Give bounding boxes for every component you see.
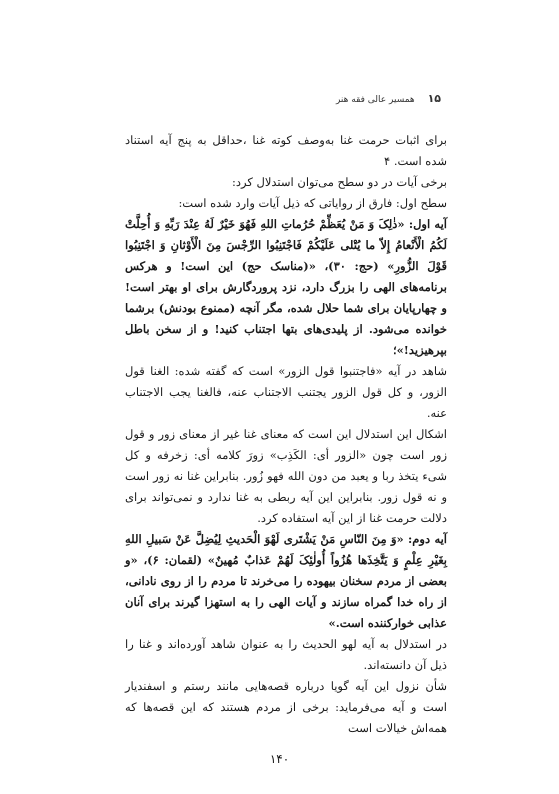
paragraph-occasion: شأن نزول این آیه گویا درباره قصه‌هایی مانند رستم و اسفندیار است و آیه می‌فرماید: برخی از مردم هستند که این قصه‌ها که همه‌اش خیالات است: [125, 679, 447, 735]
paragraph-intro: برای اثبات حرمت غنا به‌وصف کوته غنا ،حداقل به پنج آیه استناد شده است. ۴: [125, 133, 447, 168]
paragraph-objection: اشکال این استدلال این است که معنای غنا غیر از معنای زور و قول زور است چون «الزور أی: الکَذِب» زورَ کلامه أی: زخرفه و کل شیء یتخذ ربا و یعبد من دون الله فهو زُور. بنابراین غنا نه زور است و نه قول زور. بنابراین این آیه ربطی به غنا ندارد و نمی‌تواند برای دلالت حرمت غنا از این آیه استفاده کرد.: [125, 427, 447, 525]
paragraph-verse-two: آیه دوم: «وَ مِنَ النّاسِ مَنْ یَشْتَری لَهْوَ الْحَدیثِ لِیُضِلَّ عَنْ سَبیلِ اللهِ بِغَیْرِ عِلْمٍ وَ یَتَّخِذَها هُزُواً أُولٰئِکَ لَهُمْ عَذابٌ مُهینٌ» (لقمان: ۶)، «و بعضی از مردم سخنان بیهوده را می‌خرند تا مردم را از روی نادانی، از راه خدا گمراه سازند و آیات الهی را به استهزا گیرند برای آنان عذابی خوارکننده است.»: [125, 532, 447, 630]
paragraph-levels: برخی آیات در دو سطح می‌توان استدلال کرد:: [232, 175, 447, 189]
body-text: [125, 130, 447, 739]
paragraph-verse-one: آیه اول: «ذٰلِکَ وَ مَنْ یُعَظِّمْ حُرُماتِ اللهِ فَهُوَ خَیْرٌ لَهُ عِنْدَ رَبِّهِ وَ أُحِلَّتْ لَکُمُ الْأَنْعامُ إِلاّ ما یُتْلی عَلَیْکُمْ فَاجْتَنِبُوا الرِّجْسَ مِنَ الْأَوْثانِ وَ اجْتَنِبُوا قَوْلَ الزُّورِ» (حج: ۳۰)، «(مناسک حج) این است! و هرکس برنامه‌های الهی را بزرگ دارد، نزد پروردگارش برای او بهتر است! و چهارپایان برای شما حلال شده، مگر آنچه (ممنوع بودنش) برشما خوانده می‌شود. از پلیدی‌های بتها اجتناب کنید! و از سخن باطل بپرهیزید!»؛: [125, 217, 447, 357]
paragraph-evidence: شاهد در آیه «فاجتنبوا قول الزور» است که گفته شده: الغنا قول الزور، و کل قول الزور یجتنب الاجتناب عنه، فالغنا یجب الاجتناب عنه.: [125, 364, 447, 420]
running-header: [336, 92, 441, 105]
paragraph-level-one: سطح اول: فارق از روایاتی که ذیل آیات وارد شده است:: [178, 196, 447, 210]
header-page-marker: ۱۵: [427, 92, 441, 105]
paragraph-argument: در استدلال به آیه لهو الحدیث را به عنوان شاهد آورده‌اند و غنا را ذیل آن دانسته‌اند.: [125, 637, 447, 672]
header-title: همسیر عالی فقه هنر: [335, 95, 415, 105]
page-number: ۱۴۰: [269, 752, 290, 766]
